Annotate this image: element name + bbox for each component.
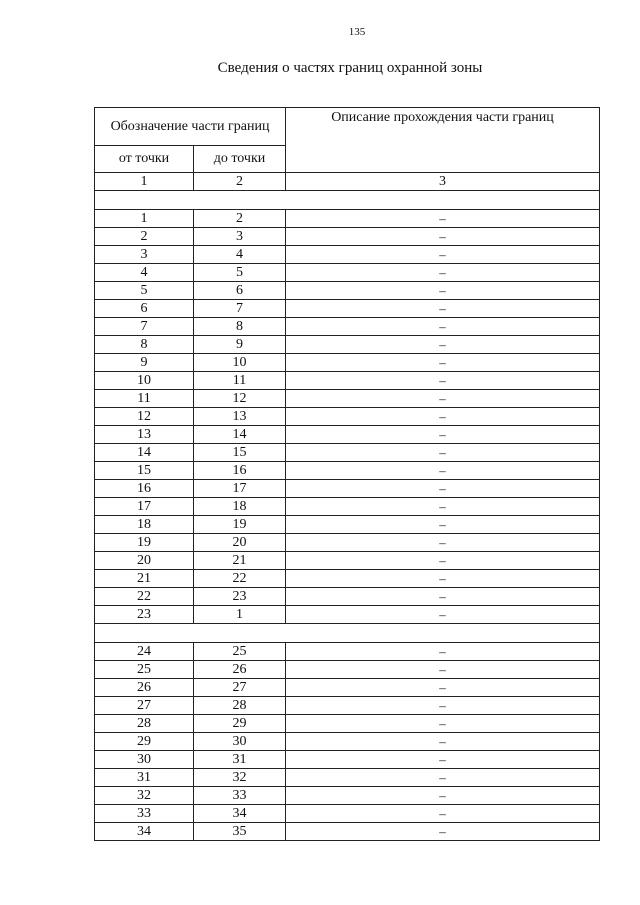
description-cell: – xyxy=(286,733,600,751)
header-from-point: от точки xyxy=(95,146,194,173)
description-cell: – xyxy=(286,769,600,787)
from-point-cell: 3 xyxy=(95,246,194,264)
from-point-cell: 4 xyxy=(95,264,194,282)
description-cell: – xyxy=(286,300,600,318)
page-number: 135 xyxy=(348,26,366,38)
from-point-cell: 27 xyxy=(95,697,194,715)
table-row xyxy=(95,661,600,679)
table-row xyxy=(95,498,600,516)
from-point-cell: 26 xyxy=(95,679,194,697)
description-cell: – xyxy=(286,588,600,606)
table-row xyxy=(95,552,600,570)
column-number: 2 xyxy=(194,173,286,191)
table-row xyxy=(95,570,600,588)
section-separator-cell xyxy=(95,624,600,643)
from-point-cell: 7 xyxy=(95,318,194,336)
description-cell: – xyxy=(286,697,600,715)
to-point-cell: 8 xyxy=(194,318,286,336)
to-point-cell: 28 xyxy=(194,697,286,715)
table-row xyxy=(95,823,600,841)
from-point-cell: 30 xyxy=(95,751,194,769)
from-point-cell: 9 xyxy=(95,354,194,372)
table-row xyxy=(95,210,600,228)
to-point-cell: 21 xyxy=(194,552,286,570)
table-row xyxy=(95,426,600,444)
table-row xyxy=(95,336,600,354)
from-point-cell: 29 xyxy=(95,733,194,751)
to-point-cell: 34 xyxy=(194,805,286,823)
table-row xyxy=(95,390,600,408)
from-point-cell: 34 xyxy=(95,823,194,841)
to-point-cell: 30 xyxy=(194,733,286,751)
from-point-cell: 2 xyxy=(95,228,194,246)
header-to-point: до точки xyxy=(194,146,286,173)
table-row xyxy=(95,805,600,823)
description-cell: – xyxy=(286,264,600,282)
table-row xyxy=(95,246,600,264)
table-row xyxy=(95,228,600,246)
from-point-cell: 17 xyxy=(95,498,194,516)
from-point-cell: 31 xyxy=(95,769,194,787)
description-cell: – xyxy=(286,444,600,462)
from-point-cell: 12 xyxy=(95,408,194,426)
table-row xyxy=(95,733,600,751)
table-body xyxy=(95,191,600,841)
description-cell: – xyxy=(286,715,600,733)
from-point-cell: 32 xyxy=(95,787,194,805)
from-point-cell: 18 xyxy=(95,516,194,534)
description-cell: – xyxy=(286,480,600,498)
header-boundary-part-designation: Обозначение части границ xyxy=(95,108,286,146)
to-point-cell: 12 xyxy=(194,390,286,408)
table-row xyxy=(95,318,600,336)
to-point-cell: 6 xyxy=(194,282,286,300)
description-cell: – xyxy=(286,282,600,300)
column-number: 3 xyxy=(286,173,600,191)
description-cell: – xyxy=(286,606,600,624)
table-row xyxy=(95,516,600,534)
description-cell: – xyxy=(286,552,600,570)
from-point-cell: 8 xyxy=(95,336,194,354)
section-separator-row xyxy=(95,624,600,643)
to-point-cell: 16 xyxy=(194,462,286,480)
description-cell: – xyxy=(286,228,600,246)
to-point-cell: 35 xyxy=(194,823,286,841)
to-point-cell: 18 xyxy=(194,498,286,516)
table-row xyxy=(95,679,600,697)
description-cell: – xyxy=(286,643,600,661)
to-point-cell: 20 xyxy=(194,534,286,552)
to-point-cell: 27 xyxy=(194,679,286,697)
section-separator-row xyxy=(95,191,600,210)
from-point-cell: 1 xyxy=(95,210,194,228)
table-row xyxy=(95,300,600,318)
table-row xyxy=(95,372,600,390)
to-point-cell: 7 xyxy=(194,300,286,318)
section-separator-cell xyxy=(95,191,600,210)
table-row xyxy=(95,606,600,624)
column-number: 1 xyxy=(95,173,194,191)
description-cell: – xyxy=(286,390,600,408)
column-numbering-row xyxy=(95,173,600,191)
to-point-cell: 5 xyxy=(194,264,286,282)
to-point-cell: 19 xyxy=(194,516,286,534)
to-point-cell: 2 xyxy=(194,210,286,228)
to-point-cell: 4 xyxy=(194,246,286,264)
table-row xyxy=(95,643,600,661)
to-point-cell: 29 xyxy=(194,715,286,733)
to-point-cell: 31 xyxy=(194,751,286,769)
to-point-cell: 25 xyxy=(194,643,286,661)
description-cell: – xyxy=(286,426,600,444)
document-title: Сведения о частях границ охранной зоны xyxy=(217,60,483,76)
table-row xyxy=(95,751,600,769)
description-cell: – xyxy=(286,246,600,264)
description-cell: – xyxy=(286,823,600,841)
to-point-cell: 22 xyxy=(194,570,286,588)
to-point-cell: 17 xyxy=(194,480,286,498)
to-point-cell: 33 xyxy=(194,787,286,805)
table-row xyxy=(95,282,600,300)
from-point-cell: 19 xyxy=(95,534,194,552)
from-point-cell: 23 xyxy=(95,606,194,624)
description-cell: – xyxy=(286,570,600,588)
from-point-cell: 21 xyxy=(95,570,194,588)
from-point-cell: 25 xyxy=(95,661,194,679)
to-point-cell: 14 xyxy=(194,426,286,444)
to-point-cell: 3 xyxy=(194,228,286,246)
description-cell: – xyxy=(286,336,600,354)
from-point-cell: 15 xyxy=(95,462,194,480)
description-cell: – xyxy=(286,805,600,823)
to-point-cell: 13 xyxy=(194,408,286,426)
from-point-cell: 13 xyxy=(95,426,194,444)
description-cell: – xyxy=(286,751,600,769)
from-point-cell: 33 xyxy=(95,805,194,823)
to-point-cell: 9 xyxy=(194,336,286,354)
from-point-cell: 24 xyxy=(95,643,194,661)
to-point-cell: 23 xyxy=(194,588,286,606)
to-point-cell: 10 xyxy=(194,354,286,372)
table-row xyxy=(95,715,600,733)
from-point-cell: 14 xyxy=(95,444,194,462)
from-point-cell: 5 xyxy=(95,282,194,300)
table-row xyxy=(95,480,600,498)
table-row xyxy=(95,264,600,282)
to-point-cell: 26 xyxy=(194,661,286,679)
table-row xyxy=(95,462,600,480)
description-cell: – xyxy=(286,210,600,228)
header-boundary-description: Описание прохождения части границ xyxy=(286,108,600,173)
description-cell: – xyxy=(286,534,600,552)
description-cell: – xyxy=(286,498,600,516)
from-point-cell: 16 xyxy=(95,480,194,498)
from-point-cell: 28 xyxy=(95,715,194,733)
description-cell: – xyxy=(286,372,600,390)
from-point-cell: 20 xyxy=(95,552,194,570)
description-cell: – xyxy=(286,661,600,679)
boundary-parts-table xyxy=(94,107,600,841)
description-cell: – xyxy=(286,462,600,480)
description-cell: – xyxy=(286,408,600,426)
description-cell: – xyxy=(286,516,600,534)
table-row xyxy=(95,787,600,805)
from-point-cell: 22 xyxy=(95,588,194,606)
description-cell: – xyxy=(286,787,600,805)
table-row xyxy=(95,769,600,787)
to-point-cell: 11 xyxy=(194,372,286,390)
description-cell: – xyxy=(286,679,600,697)
table-row xyxy=(95,588,600,606)
table-row xyxy=(95,354,600,372)
to-point-cell: 15 xyxy=(194,444,286,462)
to-point-cell: 1 xyxy=(194,606,286,624)
description-cell: – xyxy=(286,318,600,336)
table-header xyxy=(95,108,600,191)
from-point-cell: 10 xyxy=(95,372,194,390)
description-cell: – xyxy=(286,354,600,372)
table-row xyxy=(95,444,600,462)
to-point-cell: 32 xyxy=(194,769,286,787)
from-point-cell: 11 xyxy=(95,390,194,408)
table-row xyxy=(95,408,600,426)
table-row xyxy=(95,697,600,715)
from-point-cell: 6 xyxy=(95,300,194,318)
table-row xyxy=(95,534,600,552)
